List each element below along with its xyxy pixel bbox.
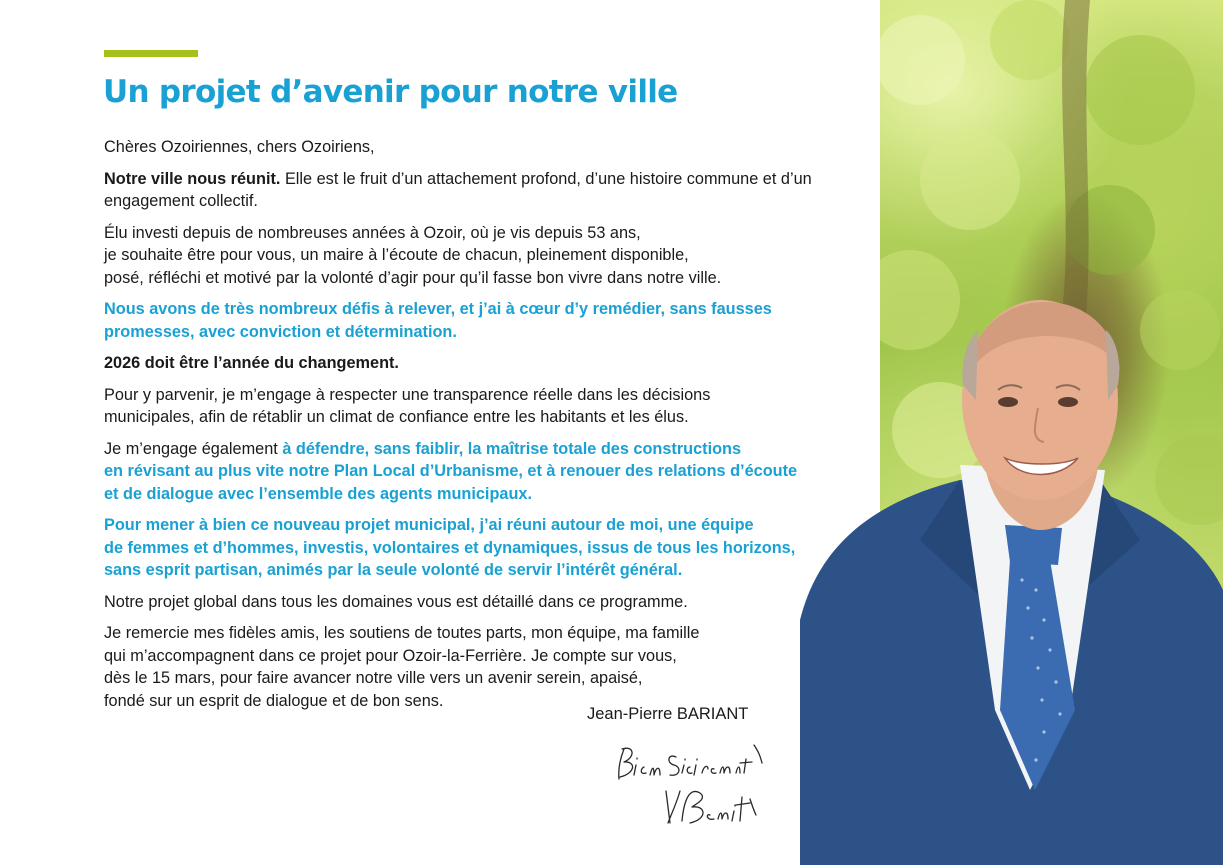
paragraph-2-line: posé, réfléchi et motivé par la volonté d’agir pour qu’il fasse bon vivre dans notre ville. (104, 268, 722, 287)
letter-body (104, 136, 824, 721)
paragraph-9-line: dès le 15 mars, pour faire avancer notre ville vers un avenir serein, apaisé, (104, 669, 643, 687)
paragraph-5-line: Pour y parvenir, je m’engage à respecter une transparence réelle dans les décisions (104, 385, 711, 404)
paragraph-6-highlight: et de dialogue avec l’ensemble des agents municipaux. (104, 484, 532, 503)
paragraph-1 (104, 168, 824, 213)
paragraph-2-line: je souhaite être pour vous, un maire à l’écoute de chacun, pleinement disponible, (104, 246, 689, 264)
paragraph-3-line: Nous avons de très nombreux défis à relever, et j’ai à cœur d’y remédier, sans fausses (104, 300, 772, 318)
paragraph-3 (104, 298, 824, 343)
paragraph-5-line: municipales, afin de rétablir un climat de confiance entre les habitants et les élus. (104, 408, 689, 426)
paragraph-5 (104, 384, 824, 429)
paragraph-1-lead: Notre ville nous réunit. (104, 169, 281, 188)
paragraph-4: 2026 doit être l’année du changement. (104, 354, 399, 372)
paragraph-7-line: de femmes et d’hommes, investis, volontaires et dynamiques, issus de tous les horizons, (104, 538, 796, 557)
paragraph-7-line: sans esprit partisan, animés par la seule volonté de servir l’intérêt général. (104, 561, 683, 579)
greeting: Chères Ozoiriennes, chers Ozoiriens, (104, 138, 375, 156)
paragraph-9-line: fondé sur un esprit de dialogue et de bon sens. (104, 691, 444, 710)
paragraph-1-text: Elle est le fruit d’un attachement profond, d’une histoire commune et d’un engagement collectif. (104, 169, 812, 210)
candidate-portrait (800, 290, 1223, 865)
signature-name: Jean-Pierre BARIANT (587, 705, 749, 723)
paragraph-9-line: qui m’accompagnent dans ce projet pour Ozoir-la-Ferrière. Je compte sur vous, (104, 646, 677, 665)
paragraph-6-highlight: en révisant au plus vite notre Plan Local d’Urbanisme, et à renouer des relations d’écoute (104, 462, 798, 480)
paragraph-6 (104, 438, 824, 506)
paragraph-7 (104, 514, 824, 582)
handwritten-signature (610, 735, 780, 835)
paragraph-2 (104, 222, 824, 290)
paragraph-7-line: Pour mener à bien ce nouveau projet municipal, j’ai réuni autour de moi, une équipe (104, 516, 754, 534)
paragraph-2-line: Élu investi depuis de nombreuses années à Ozoir, où je vis depuis 53 ans, (104, 223, 641, 242)
paragraph-6-lead: Je m’engage également (104, 439, 283, 458)
paragraph-6-highlight: à défendre, sans faiblir, la maîtrise totale des constructions (282, 439, 742, 458)
paragraph-8: Notre projet global dans tous les domaines vous est détaillé dans ce programme. (104, 592, 688, 611)
page-title: Un projet d’avenir pour notre ville (103, 74, 678, 110)
accent-bar (104, 50, 198, 57)
paragraph-9 (104, 622, 824, 712)
paragraph-9-line: Je remercie mes fidèles amis, les soutiens de toutes parts, mon équipe, ma famille (104, 624, 700, 642)
paragraph-3-line: promesses, avec conviction et détermination. (104, 322, 457, 341)
